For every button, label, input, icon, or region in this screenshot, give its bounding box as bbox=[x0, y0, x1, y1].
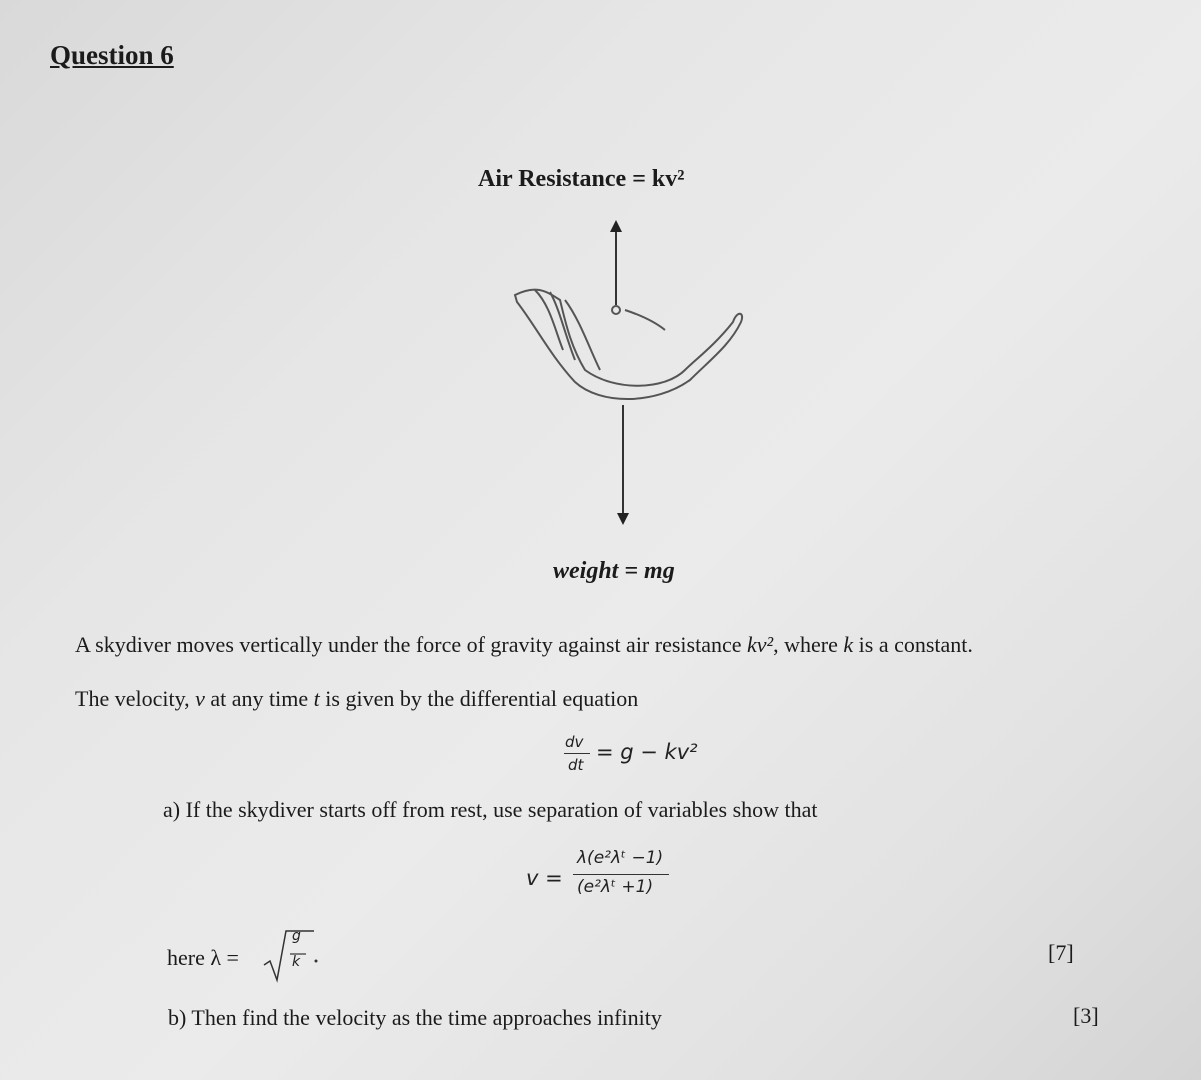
down-arrow bbox=[617, 405, 629, 525]
part-a-text: a) If the skydiver starts off from rest, use separation of variables show that bbox=[163, 797, 818, 822]
air-resistance-label: Air Resistance = kv² bbox=[478, 166, 685, 192]
math-v: v bbox=[195, 686, 205, 711]
up-arrow bbox=[610, 220, 622, 305]
lambda-definition: here λ = bbox=[167, 945, 239, 970]
eq1-numerator: dv bbox=[565, 733, 584, 751]
sqrt-numerator: g bbox=[292, 928, 301, 944]
body-line-1 bbox=[75, 632, 973, 658]
body-line-2 bbox=[75, 686, 638, 712]
eq1-denominator: dt bbox=[568, 756, 584, 774]
marks-part-b: [3] bbox=[1073, 1003, 1099, 1028]
math-k: k bbox=[843, 632, 854, 657]
body-text: A skydiver moves vertically under the force of gravity against air resistance bbox=[75, 632, 747, 657]
sqrt-denominator: k bbox=[292, 954, 301, 970]
body-text: is a constant. bbox=[853, 632, 973, 657]
body-text: , where bbox=[773, 632, 844, 657]
eq1-fraction-bar bbox=[564, 753, 590, 754]
weight-label: weight = mg bbox=[553, 558, 675, 584]
skydiver-figure bbox=[515, 290, 742, 399]
part-b-text: b) Then find the velocity as the time approaches infinity bbox=[168, 1005, 662, 1030]
eq2-denominator: (e²λᵗ +1) bbox=[577, 877, 654, 897]
question-title: Question 6 bbox=[50, 40, 174, 70]
skydiver-diagram bbox=[505, 210, 765, 530]
body-text: The velocity, bbox=[75, 686, 196, 711]
math-t: t bbox=[313, 686, 320, 711]
eq2-numerator: λ(e²λᵗ −1) bbox=[577, 848, 664, 868]
math-kv2: kv² bbox=[747, 632, 774, 657]
body-text: at any time bbox=[204, 686, 314, 711]
eq2-fraction-bar bbox=[573, 874, 669, 875]
eq2-lhs: v = bbox=[526, 866, 563, 890]
marks-part-a: [7] bbox=[1048, 940, 1074, 965]
eq1-rhs: = g − kv² bbox=[596, 740, 698, 764]
body-text: is given by the differential equation bbox=[319, 686, 639, 711]
